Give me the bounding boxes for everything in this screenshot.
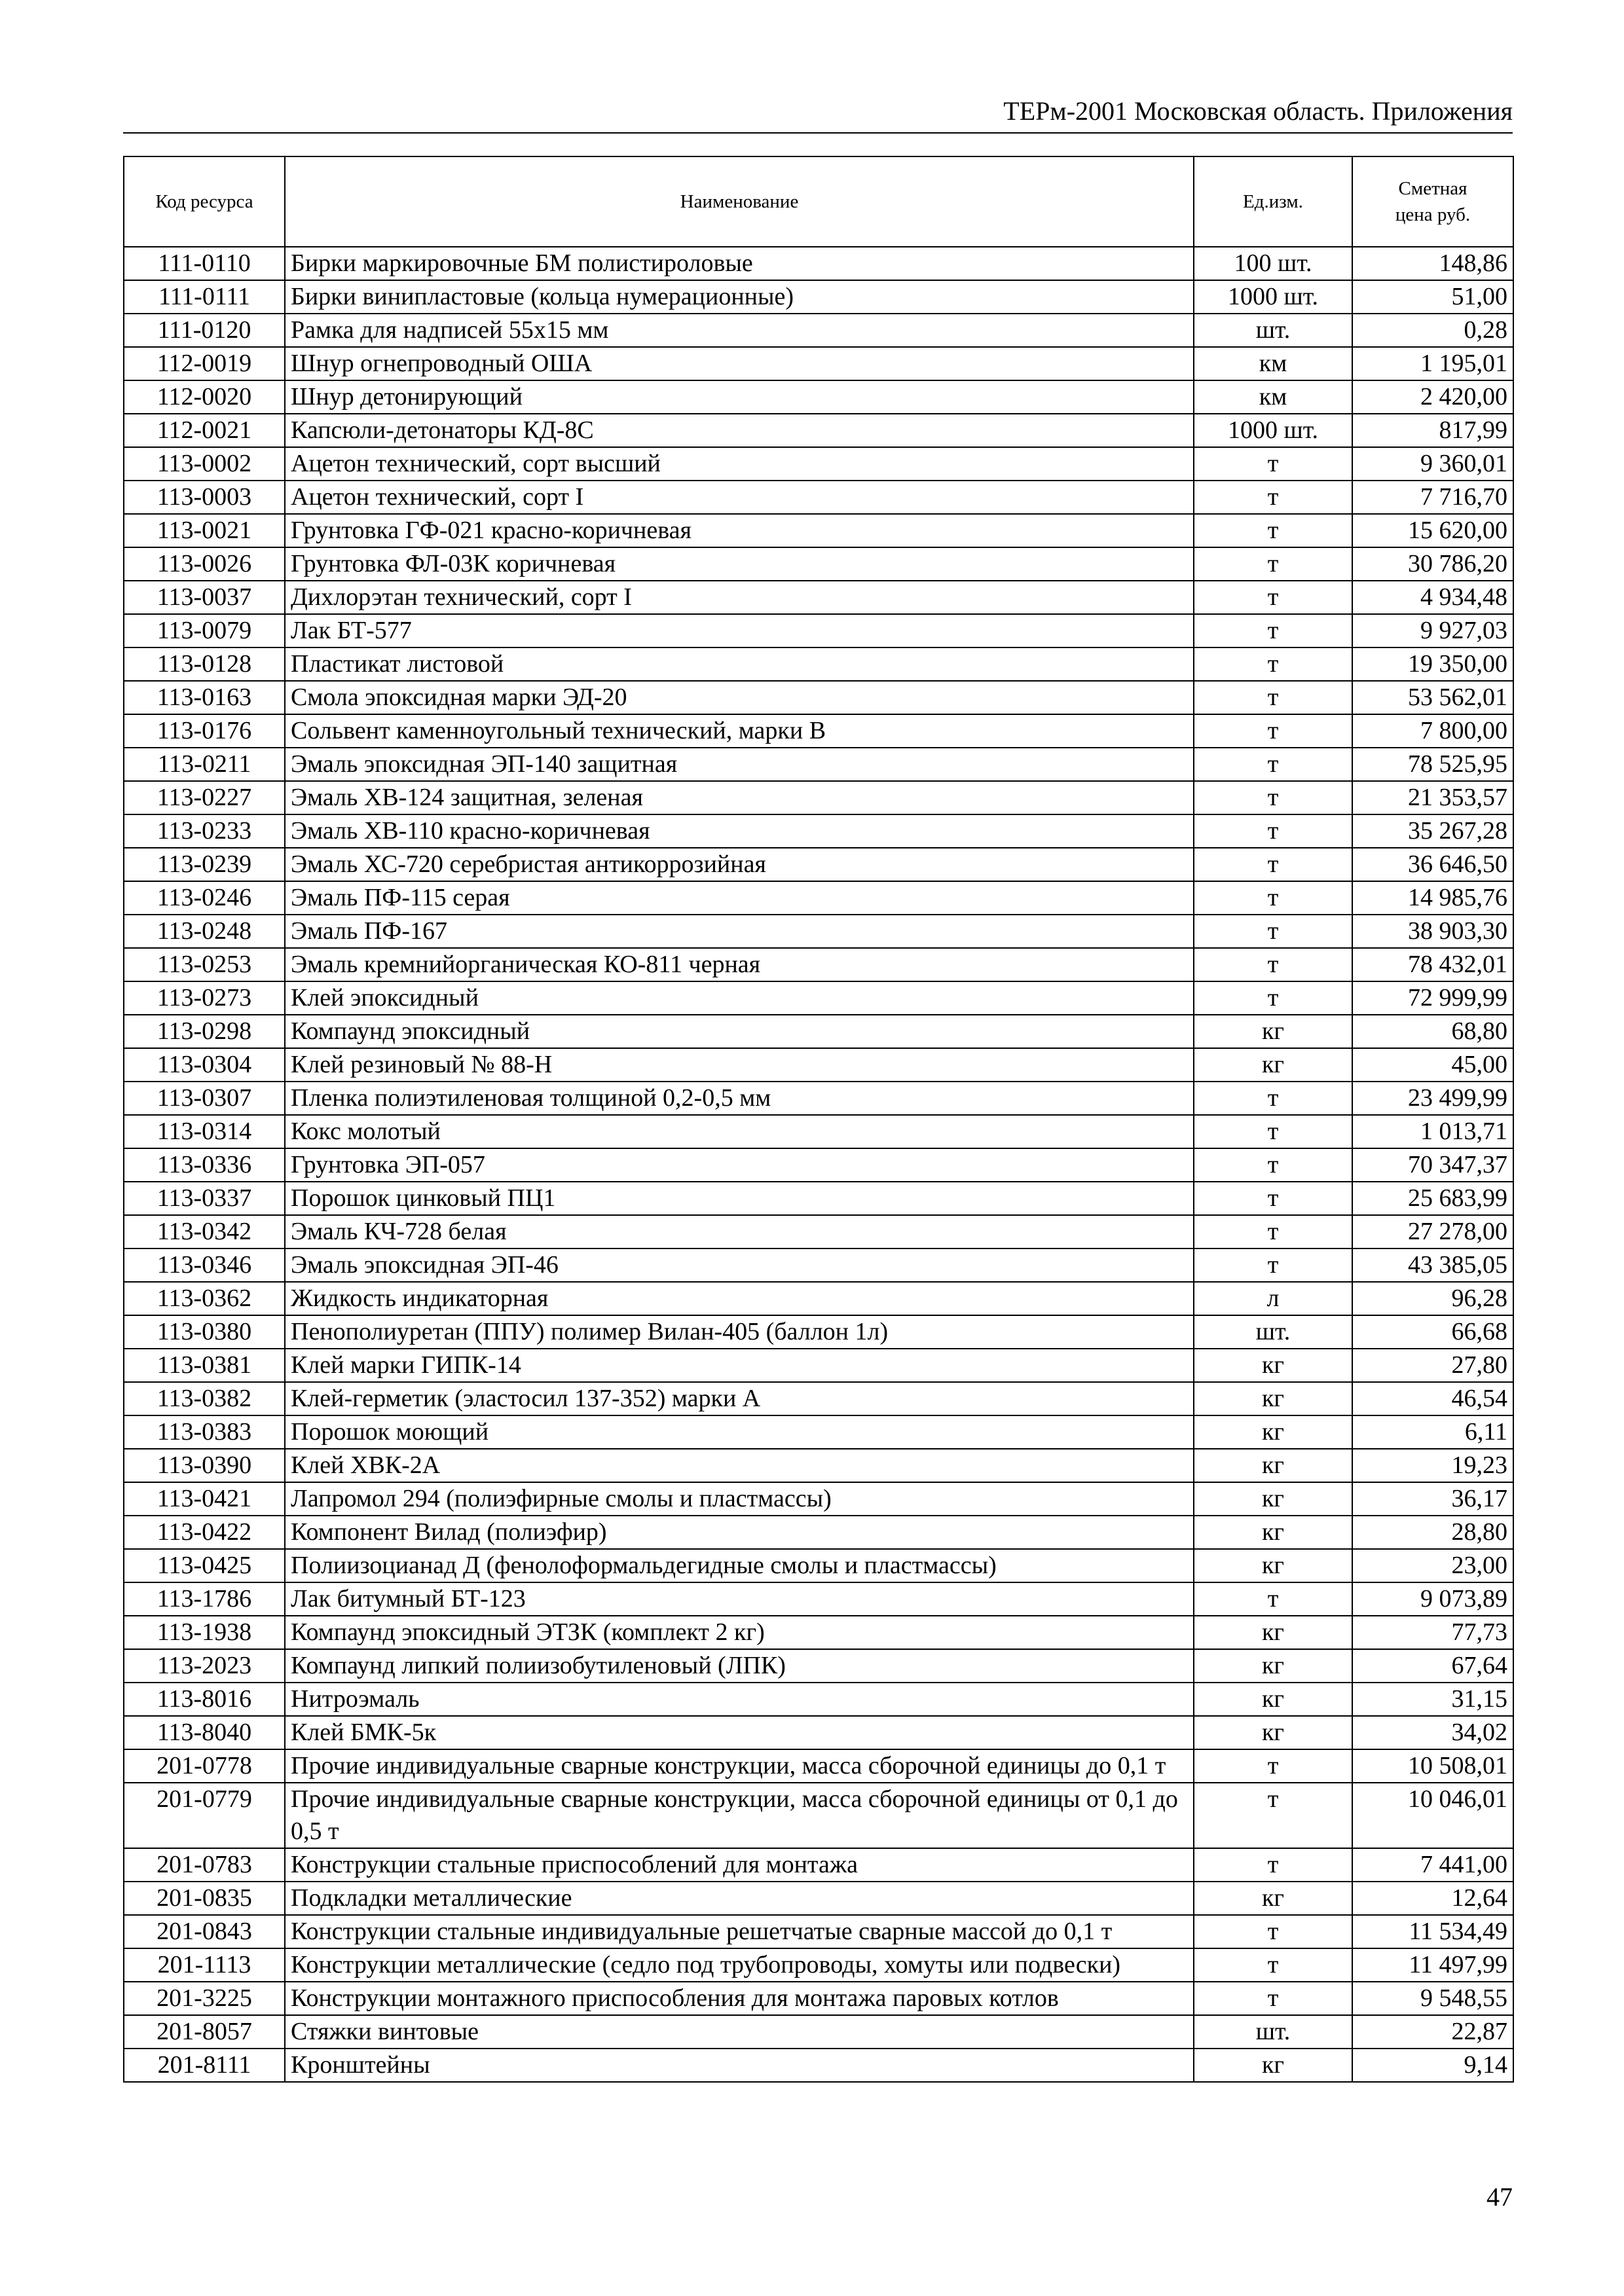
- cell-name: Грунтовка ЭП-057: [285, 1148, 1194, 1182]
- cell-name: Прочие индивидуальные сварные конструкции, масса сборочной единицы от 0,1 до 0,5 т: [285, 1783, 1194, 1848]
- cell-code: 113-0003: [124, 481, 285, 514]
- cell-code: 112-0020: [124, 380, 285, 414]
- cell-name: Рамка для надписей 55х15 мм: [285, 314, 1194, 347]
- cell-name: Эмаль КЧ-728 белая: [285, 1215, 1194, 1248]
- cell-code: 113-0239: [124, 848, 285, 881]
- cell-name: Эмаль ПФ-115 серая: [285, 881, 1194, 915]
- cell-name: Бирки маркировочные БМ полистироловые: [285, 247, 1194, 280]
- cell-name: Прочие индивидуальные сварные конструкции, масса сборочной единицы до 0,1 т: [285, 1749, 1194, 1783]
- cell-price: 34,02: [1352, 1716, 1513, 1749]
- table-row: [124, 1516, 1513, 1549]
- table-row: [124, 1248, 1513, 1282]
- table-row: [124, 547, 1513, 581]
- cell-name: Порошок моющий: [285, 1415, 1194, 1449]
- cell-code: 113-0337: [124, 1182, 285, 1215]
- table-row: [124, 981, 1513, 1015]
- cell-price: 36 646,50: [1352, 848, 1513, 881]
- cell-unit: кг: [1194, 1649, 1352, 1683]
- table-row: [124, 581, 1513, 614]
- cell-code: 113-0342: [124, 1215, 285, 1248]
- table-row: [124, 380, 1513, 414]
- cell-name: Сольвент каменноугольный технический, марки В: [285, 714, 1194, 748]
- cell-unit: т: [1194, 714, 1352, 748]
- cell-price: 9 073,89: [1352, 1582, 1513, 1616]
- cell-unit: т: [1194, 681, 1352, 714]
- cell-price: 23,00: [1352, 1549, 1513, 1582]
- col-header-name: Наименование: [285, 156, 1194, 247]
- table-row: [124, 1315, 1513, 1349]
- cell-code: 201-0843: [124, 1915, 285, 1948]
- cell-code: 113-0382: [124, 1382, 285, 1415]
- cell-unit: т: [1194, 748, 1352, 781]
- table-row: [124, 1215, 1513, 1248]
- cell-name: Пластикат листовой: [285, 647, 1194, 681]
- cell-code: 113-0176: [124, 714, 285, 748]
- cell-price: 19 350,00: [1352, 647, 1513, 681]
- cell-code: 113-0002: [124, 447, 285, 481]
- table-row: [124, 1549, 1513, 1582]
- cell-unit: 1000 шт.: [1194, 414, 1352, 447]
- table-row: [124, 1683, 1513, 1716]
- cell-price: 19,23: [1352, 1449, 1513, 1482]
- table-row: [124, 2015, 1513, 2049]
- cell-price: 10 046,01: [1352, 1783, 1513, 1848]
- cell-name: Конструкции стальные индивидуальные решетчатые сварные массой до 0,1 т: [285, 1915, 1194, 1948]
- table-row: [124, 247, 1513, 280]
- cell-unit: т: [1194, 781, 1352, 814]
- table-header-row: [124, 156, 1513, 247]
- cell-code: 113-0380: [124, 1315, 285, 1349]
- cell-price: 36,17: [1352, 1482, 1513, 1516]
- cell-unit: т: [1194, 1115, 1352, 1148]
- table-row: [124, 481, 1513, 514]
- table-row: [124, 814, 1513, 848]
- cell-price: 25 683,99: [1352, 1182, 1513, 1215]
- table-row: [124, 1382, 1513, 1415]
- cell-unit: кг: [1194, 1015, 1352, 1048]
- table-row: [124, 1449, 1513, 1482]
- table-body: [124, 247, 1513, 2082]
- cell-price: 7 441,00: [1352, 1848, 1513, 1882]
- cell-price: 30 786,20: [1352, 547, 1513, 581]
- cell-code: 113-1938: [124, 1616, 285, 1649]
- cell-unit: т: [1194, 514, 1352, 547]
- cell-code: 113-0273: [124, 981, 285, 1015]
- page-header: [123, 92, 1513, 134]
- cell-unit: т: [1194, 881, 1352, 915]
- cell-name: Смола эпоксидная марки ЭД-20: [285, 681, 1194, 714]
- cell-name: Стяжки винтовые: [285, 2015, 1194, 2049]
- cell-code: 201-0779: [124, 1783, 285, 1848]
- cell-price: 35 267,28: [1352, 814, 1513, 848]
- cell-code: 113-0253: [124, 948, 285, 981]
- cell-price: 43 385,05: [1352, 1248, 1513, 1282]
- cell-code: 113-0233: [124, 814, 285, 848]
- cell-name: Эмаль эпоксидная ЭП-46: [285, 1248, 1194, 1282]
- cell-unit: т: [1194, 1582, 1352, 1616]
- cell-price: 23 499,99: [1352, 1082, 1513, 1115]
- cell-unit: т: [1194, 948, 1352, 981]
- cell-name: Компонент Вилад (полиэфир): [285, 1516, 1194, 1549]
- cell-code: 113-0307: [124, 1082, 285, 1115]
- cell-name: Эмаль ХВ-110 красно-коричневая: [285, 814, 1194, 848]
- cell-name: Шнур огнепроводный ОША: [285, 347, 1194, 380]
- cell-unit: т: [1194, 581, 1352, 614]
- table-row: [124, 514, 1513, 547]
- table-row: [124, 881, 1513, 915]
- cell-unit: кг: [1194, 1449, 1352, 1482]
- cell-unit: т: [1194, 614, 1352, 647]
- cell-name: Клей эпоксидный: [285, 981, 1194, 1015]
- table-row: [124, 1848, 1513, 1882]
- cell-unit: кг: [1194, 1415, 1352, 1449]
- cell-code: 113-0314: [124, 1115, 285, 1148]
- cell-name: Кронштейны: [285, 2049, 1194, 2082]
- cell-name: Лак битумный БТ-123: [285, 1582, 1194, 1616]
- cell-price: 78 432,01: [1352, 948, 1513, 981]
- table-row: [124, 2049, 1513, 2082]
- cell-name: Клей-герметик (эластосил 137-352) марки А: [285, 1382, 1194, 1415]
- resource-table: [123, 156, 1514, 2083]
- cell-name: Нитроэмаль: [285, 1683, 1194, 1716]
- table-row: [124, 414, 1513, 447]
- cell-code: 113-0026: [124, 547, 285, 581]
- cell-code: 113-0211: [124, 748, 285, 781]
- cell-code: 113-0128: [124, 647, 285, 681]
- cell-name: Эмаль эпоксидная ЭП-140 защитная: [285, 748, 1194, 781]
- cell-name: Компаунд липкий полиизобутиленовый (ЛПК): [285, 1649, 1194, 1683]
- cell-price: 96,28: [1352, 1282, 1513, 1315]
- table-row: [124, 1082, 1513, 1115]
- cell-name: Полиизоцианад Д (фенолоформальдегидные смолы и пластмассы): [285, 1549, 1194, 1582]
- col-header-code: Код ресурса: [124, 156, 285, 247]
- cell-code: 113-0021: [124, 514, 285, 547]
- cell-unit: кг: [1194, 1048, 1352, 1082]
- cell-name: Эмаль ХВ-124 защитная, зеленая: [285, 781, 1194, 814]
- cell-unit: т: [1194, 1248, 1352, 1282]
- table-row: [124, 1115, 1513, 1148]
- cell-price: 27,80: [1352, 1349, 1513, 1382]
- table-row: [124, 314, 1513, 347]
- cell-name: Жидкость индикаторная: [285, 1282, 1194, 1315]
- cell-unit: км: [1194, 380, 1352, 414]
- cell-price: 28,80: [1352, 1516, 1513, 1549]
- cell-unit: шт.: [1194, 1315, 1352, 1349]
- cell-price: 45,00: [1352, 1048, 1513, 1082]
- cell-price: 11 497,99: [1352, 1948, 1513, 1982]
- cell-name: Эмаль кремнийорганическая КО-811 черная: [285, 948, 1194, 981]
- cell-price: 72 999,99: [1352, 981, 1513, 1015]
- table-row: [124, 1716, 1513, 1749]
- cell-code: 113-0381: [124, 1349, 285, 1382]
- cell-name: Эмаль ПФ-167: [285, 915, 1194, 948]
- cell-code: 113-0422: [124, 1516, 285, 1549]
- cell-unit: т: [1194, 848, 1352, 881]
- table-row: [124, 748, 1513, 781]
- cell-code: 113-0390: [124, 1449, 285, 1482]
- cell-unit: т: [1194, 1783, 1352, 1848]
- cell-code: 112-0021: [124, 414, 285, 447]
- cell-name: Ацетон технический, сорт I: [285, 481, 1194, 514]
- cell-code: 113-0421: [124, 1482, 285, 1516]
- document-title: ТЕРм-2001 Московская область. Приложения: [1003, 96, 1513, 126]
- cell-code: 113-0248: [124, 915, 285, 948]
- table-row: [124, 1182, 1513, 1215]
- cell-code: 113-0298: [124, 1015, 285, 1048]
- table-row: [124, 714, 1513, 748]
- cell-code: 111-0110: [124, 247, 285, 280]
- cell-name: Ацетон технический, сорт высший: [285, 447, 1194, 481]
- cell-name: Клей БМК-5к: [285, 1716, 1194, 1749]
- cell-price: 21 353,57: [1352, 781, 1513, 814]
- cell-price: 2 420,00: [1352, 380, 1513, 414]
- cell-name: Подкладки металлические: [285, 1882, 1194, 1915]
- cell-unit: 100 шт.: [1194, 247, 1352, 280]
- table-row: [124, 1882, 1513, 1915]
- cell-code: 111-0111: [124, 280, 285, 314]
- cell-unit: км: [1194, 347, 1352, 380]
- cell-unit: кг: [1194, 1683, 1352, 1716]
- cell-price: 7 800,00: [1352, 714, 1513, 748]
- cell-unit: т: [1194, 447, 1352, 481]
- cell-code: 113-0037: [124, 581, 285, 614]
- cell-name: Конструкции стальные приспособлений для монтажа: [285, 1848, 1194, 1882]
- cell-unit: кг: [1194, 2049, 1352, 2082]
- cell-price: 9 548,55: [1352, 1982, 1513, 2015]
- table-row: [124, 1282, 1513, 1315]
- cell-name: Эмаль ХС-720 серебристая антикоррозийная: [285, 848, 1194, 881]
- cell-name: Клей марки ГИПК-14: [285, 1349, 1194, 1382]
- table-row: [124, 1982, 1513, 2015]
- cell-code: 111-0120: [124, 314, 285, 347]
- table-row: [124, 1948, 1513, 1982]
- table-row: [124, 915, 1513, 948]
- cell-name: Пенополиуретан (ППУ) полимер Вилан-405 (баллон 1л): [285, 1315, 1194, 1349]
- table-row: [124, 614, 1513, 647]
- cell-unit: кг: [1194, 1716, 1352, 1749]
- cell-price: 38 903,30: [1352, 915, 1513, 948]
- page-number: 47: [1486, 2182, 1513, 2212]
- cell-code: 113-0079: [124, 614, 285, 647]
- cell-code: 113-0246: [124, 881, 285, 915]
- cell-unit: т: [1194, 1848, 1352, 1882]
- table-row: [124, 681, 1513, 714]
- cell-unit: т: [1194, 1215, 1352, 1248]
- table-row: [124, 1649, 1513, 1683]
- cell-unit: т: [1194, 1148, 1352, 1182]
- cell-price: 70 347,37: [1352, 1148, 1513, 1182]
- cell-price: 22,87: [1352, 2015, 1513, 2049]
- cell-price: 0,28: [1352, 314, 1513, 347]
- cell-price: 12,64: [1352, 1882, 1513, 1915]
- cell-price: 53 562,01: [1352, 681, 1513, 714]
- cell-unit: т: [1194, 1749, 1352, 1783]
- cell-unit: кг: [1194, 1616, 1352, 1649]
- table-row: [124, 1148, 1513, 1182]
- table-row: [124, 848, 1513, 881]
- cell-unit: кг: [1194, 1482, 1352, 1516]
- cell-name: Клей резиновый № 88-Н: [285, 1048, 1194, 1082]
- cell-code: 113-0163: [124, 681, 285, 714]
- cell-unit: кг: [1194, 1549, 1352, 1582]
- col-header-price: Сметная цена руб.: [1352, 156, 1513, 247]
- cell-code: 113-1786: [124, 1582, 285, 1616]
- cell-unit: т: [1194, 647, 1352, 681]
- cell-code: 201-0783: [124, 1848, 285, 1882]
- cell-code: 201-0778: [124, 1749, 285, 1783]
- cell-code: 113-0304: [124, 1048, 285, 1082]
- cell-name: Компаунд эпоксидный: [285, 1015, 1194, 1048]
- cell-name: Лапромол 294 (полиэфирные смолы и пластмассы): [285, 1482, 1194, 1516]
- table-row: [124, 948, 1513, 981]
- cell-code: 201-0835: [124, 1882, 285, 1915]
- table-row: [124, 1482, 1513, 1516]
- table-row: [124, 647, 1513, 681]
- cell-name: Компаунд эпоксидный ЭТЗК (комплект 2 кг): [285, 1616, 1194, 1649]
- table-row: [124, 1783, 1513, 1848]
- table-row: [124, 1749, 1513, 1783]
- table-row: [124, 1582, 1513, 1616]
- cell-name: Пленка полиэтиленовая толщиной 0,2-0,5 мм: [285, 1082, 1194, 1115]
- cell-code: 113-8016: [124, 1683, 285, 1716]
- cell-name: Грунтовка ГФ-021 красно-коричневая: [285, 514, 1194, 547]
- cell-price: 51,00: [1352, 280, 1513, 314]
- cell-price: 1 195,01: [1352, 347, 1513, 380]
- cell-price: 27 278,00: [1352, 1215, 1513, 1248]
- table-row: [124, 1349, 1513, 1382]
- table-row: [124, 1915, 1513, 1948]
- cell-price: 46,54: [1352, 1382, 1513, 1415]
- col-header-unit: Ед.изм.: [1194, 156, 1352, 247]
- cell-unit: т: [1194, 1082, 1352, 1115]
- cell-code: 113-0425: [124, 1549, 285, 1582]
- cell-price: 7 716,70: [1352, 481, 1513, 514]
- cell-code: 201-3225: [124, 1982, 285, 2015]
- cell-unit: т: [1194, 1948, 1352, 1982]
- cell-unit: кг: [1194, 1349, 1352, 1382]
- cell-price: 68,80: [1352, 1015, 1513, 1048]
- cell-unit: т: [1194, 981, 1352, 1015]
- cell-name: Конструкции металлические (седло под трубопроводы, хомуты или подвески): [285, 1948, 1194, 1982]
- cell-unit: кг: [1194, 1516, 1352, 1549]
- cell-unit: 1000 шт.: [1194, 280, 1352, 314]
- cell-price: 11 534,49: [1352, 1915, 1513, 1948]
- cell-unit: шт.: [1194, 2015, 1352, 2049]
- cell-unit: л: [1194, 1282, 1352, 1315]
- cell-name: Капсюли-детонаторы КД-8С: [285, 414, 1194, 447]
- cell-unit: кг: [1194, 1382, 1352, 1415]
- table-row: [124, 1415, 1513, 1449]
- cell-code: 201-1113: [124, 1948, 285, 1982]
- cell-code: 201-8057: [124, 2015, 285, 2049]
- cell-price: 14 985,76: [1352, 881, 1513, 915]
- cell-unit: кг: [1194, 1882, 1352, 1915]
- table-row: [124, 1015, 1513, 1048]
- cell-code: 113-2023: [124, 1649, 285, 1683]
- cell-name: Грунтовка ФЛ-03К коричневая: [285, 547, 1194, 581]
- cell-price: 4 934,48: [1352, 581, 1513, 614]
- cell-code: 113-0383: [124, 1415, 285, 1449]
- cell-unit: т: [1194, 814, 1352, 848]
- cell-price: 9 360,01: [1352, 447, 1513, 481]
- cell-unit: шт.: [1194, 314, 1352, 347]
- cell-unit: т: [1194, 915, 1352, 948]
- cell-code: 113-0227: [124, 781, 285, 814]
- cell-name: Бирки винипластовые (кольца нумерационные): [285, 280, 1194, 314]
- cell-unit: т: [1194, 547, 1352, 581]
- cell-price: 67,64: [1352, 1649, 1513, 1683]
- cell-code: 113-0336: [124, 1148, 285, 1182]
- cell-code: 201-8111: [124, 2049, 285, 2082]
- cell-price: 1 013,71: [1352, 1115, 1513, 1148]
- cell-code: 112-0019: [124, 347, 285, 380]
- table-row: [124, 781, 1513, 814]
- cell-unit: т: [1194, 1182, 1352, 1215]
- table-row: [124, 1048, 1513, 1082]
- cell-name: Лак БТ-577: [285, 614, 1194, 647]
- cell-price: 10 508,01: [1352, 1749, 1513, 1783]
- cell-name: Порошок цинковый ПЦ1: [285, 1182, 1194, 1215]
- cell-name: Кокс молотый: [285, 1115, 1194, 1148]
- cell-price: 148,86: [1352, 247, 1513, 280]
- cell-name: Конструкции монтажного приспособления для монтажа паровых котлов: [285, 1982, 1194, 2015]
- cell-price: 77,73: [1352, 1616, 1513, 1649]
- cell-name: Клей ХВК-2А: [285, 1449, 1194, 1482]
- table-row: [124, 280, 1513, 314]
- cell-name: Шнур детонирующий: [285, 380, 1194, 414]
- cell-price: 66,68: [1352, 1315, 1513, 1349]
- cell-code: 113-0362: [124, 1282, 285, 1315]
- cell-unit: т: [1194, 481, 1352, 514]
- cell-price: 817,99: [1352, 414, 1513, 447]
- cell-name: Дихлорэтан технический, сорт I: [285, 581, 1194, 614]
- cell-code: 113-8040: [124, 1716, 285, 1749]
- cell-unit: т: [1194, 1982, 1352, 2015]
- table-row: [124, 1616, 1513, 1649]
- cell-price: 15 620,00: [1352, 514, 1513, 547]
- cell-price: 9,14: [1352, 2049, 1513, 2082]
- cell-unit: т: [1194, 1915, 1352, 1948]
- table-row: [124, 447, 1513, 481]
- cell-price: 6,11: [1352, 1415, 1513, 1449]
- cell-price: 31,15: [1352, 1683, 1513, 1716]
- cell-price: 9 927,03: [1352, 614, 1513, 647]
- table-row: [124, 347, 1513, 380]
- cell-price: 78 525,95: [1352, 748, 1513, 781]
- cell-code: 113-0346: [124, 1248, 285, 1282]
